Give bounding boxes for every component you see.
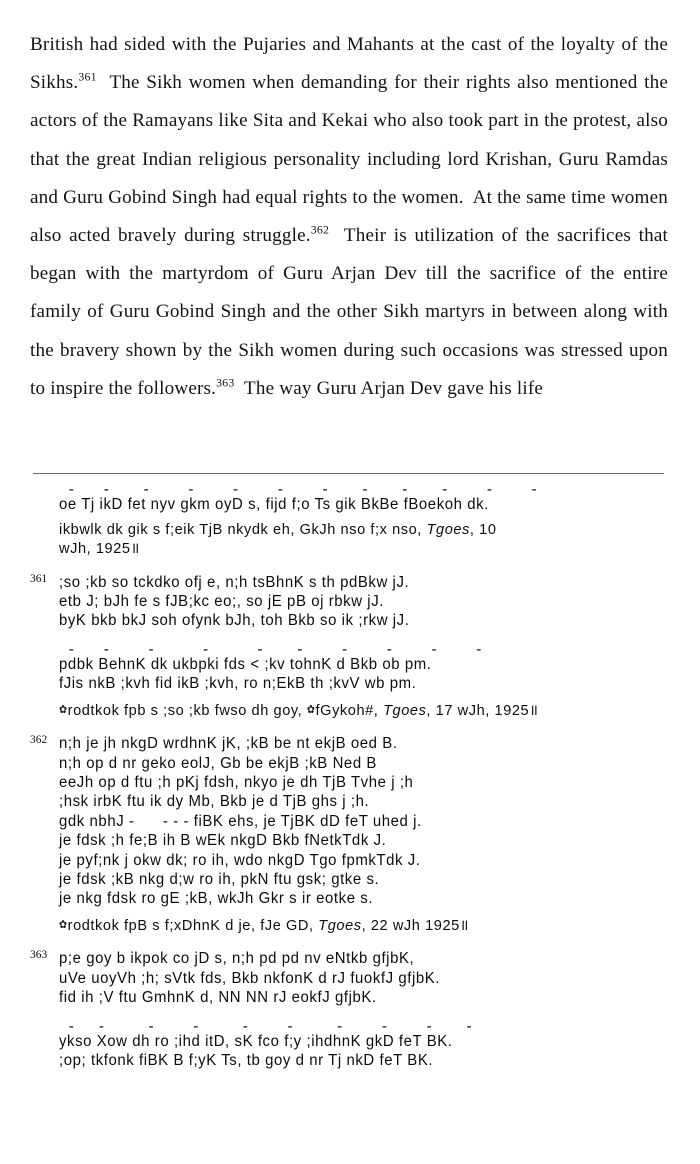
footnote-verse-line: byK bkb bkJ soh ofynk bJh, toh Bkb so ik ;rkw jJ. bbox=[59, 612, 410, 630]
footnote-verse-line: ;so ;kb so tckdko ofj e, n;h tsBhnK s th pdBkw jJ. bbox=[59, 573, 410, 591]
footnotes-section bbox=[30, 484, 675, 1084]
footnote-verse-line: ykso Xow dh ro ;ihd itD, sK fco f;y ;ihdhnK gkD feT BK. bbox=[59, 1032, 453, 1050]
footnote-source-line: ✿rodtkok fpb s ;so ;kb fwso dh goy, ✿fGykoh#, Tgoes, 17 wJh, 1925॥ bbox=[59, 701, 539, 719]
footnote-body bbox=[59, 949, 675, 1070]
footnote-verse-line: ;hsk irbK ftu ik dy Mb, Bkb je d TjB ghs j ;h. bbox=[59, 793, 370, 811]
footnote-verse-line: etb J; bJh fe s fJB;kc eo;, so jE pB oj rbkw jJ. bbox=[59, 593, 384, 610]
footnote-body bbox=[59, 734, 675, 935]
footnote-verse-line: ;op; tkfonk fiBK B f;yK Ts, tb goy d nr Tj nkD feT BK. bbox=[59, 1052, 434, 1070]
footnote-entry bbox=[30, 573, 675, 721]
footnote-entry bbox=[30, 949, 675, 1070]
footnote-source-line: ikbwlk dk gik s f;eik TjB nkydk eh, GkJh nso f;x nso, Tgoes, 10 bbox=[59, 521, 497, 539]
block-spacer bbox=[59, 514, 675, 521]
footnote-entry bbox=[30, 734, 675, 935]
footnote-body bbox=[59, 484, 675, 559]
footnote-separator-rule bbox=[33, 473, 664, 474]
body-paragraph: British had sided with the Pujaries and Mahants at the cast of the loyalty of the Sikhs.$^{361}$ The Sikh women when demanding for their rights also mentioned the actors of the Ramayans like Sita and Kekai who also took part in the protest, also that the great Indian religious personality including lord Krishan, Guru Ramdas and Guru Gobind Singh had equal rights to the women. At the same time women also acted bravely during struggle.$^{362}$ Their is utilization of the sacrifices that began with the martyrdom of Guru Arjan Dev till the sacrifice of the entire family of Guru Gobind Singh and the other Sikh martyrs in between along with the bravery shown by the Sikh women during such occasions was stressed upon to inspire the followers.$^{363}$ The way Guru Arjan Dev gave his life bbox=[30, 34, 669, 399]
body-text-block bbox=[30, 26, 668, 408]
footnote-marker: 362 bbox=[30, 734, 48, 747]
footnote-verse-line: uVe uoyVh ;h; sVtk fds, Bkb nkfonK d rJ fuokfJ gfjbK. bbox=[59, 969, 441, 987]
footnote-verse-line: fid ih ;V ftu GmhnK d, NN NN rJ eokfJ gfjbK. bbox=[59, 989, 377, 1007]
footnote-verse-line: gdk nbhJ - - - - fiBK ehs, je TjBK dD feT uhed j. bbox=[59, 812, 422, 830]
footnote-verse-line: je fdsk ;h fe;B ih B wEk nkgD Bkb fNetkTdk J. bbox=[59, 832, 387, 850]
footnote-verse-line: pdbk BehnK dk ukbpki fds < ;kv tohnK d Bkb ob pm. bbox=[59, 655, 432, 673]
footnote-verse-line: je fdsk ;kB nkg d;w ro ih, pkN ftu gsk; gtke s. bbox=[59, 871, 380, 889]
gurmukhi-topbar-row: - - - - - - - - - - - - bbox=[59, 484, 538, 495]
footnote-verse-line: oe Tj ikD fet nyv gkm oyD s, fijd f;o Ts gik BkBe fBoekoh dk. bbox=[59, 496, 489, 513]
footnote-verse-line: je nkg fdsk ro gE ;kB, wkJh Gkr s ir eotke s. bbox=[59, 890, 374, 908]
block-spacer bbox=[59, 694, 675, 701]
footnote-source-line: wJh, 1925॥ bbox=[59, 540, 140, 557]
footnote-verse-line: n;h je jh nkgD wrdhnK jK, ;kB be nt ekjB oed B. bbox=[59, 735, 398, 753]
footnote-body bbox=[59, 573, 675, 721]
block-spacer bbox=[59, 909, 675, 916]
footnote-source-line: ✿rodtkok fpB s f;xDhnK d je, fJe GD, Tgoes, 22 wJh 1925॥ bbox=[59, 916, 470, 934]
footnote-marker: 361 bbox=[30, 572, 48, 585]
gurmukhi-topbar-row: - - - - - - - - - - bbox=[59, 1020, 473, 1032]
block-spacer bbox=[59, 631, 675, 644]
footnote-verse-line: je pyf;nk j okw dk; ro ih, wdo nkgD Tgo fpmkTdk J. bbox=[59, 851, 421, 869]
footnote-verse-line: p;e goy b ikpok co jD s, n;h pd pd nv eNtkb gfjbK, bbox=[59, 950, 415, 968]
footnote-verse-line: n;h op d nr geko eolJ, Gb be ekjB ;kB Ned B bbox=[59, 754, 377, 772]
block-spacer bbox=[59, 1008, 675, 1021]
footnote-entry bbox=[30, 484, 675, 559]
footnote-verse-line: fJis nkB ;kvh fid ikB ;kvh, ro n;EkB th ;kvV wb pm. bbox=[59, 675, 417, 693]
gurmukhi-topbar-row: - - - - - - - - - - bbox=[59, 643, 482, 655]
footnote-verse-line: eeJh op d ftu ;h pKj fdsh, nkyo je dh TjB Tvhe j ;h bbox=[59, 774, 414, 791]
footnote-marker: 363 bbox=[30, 949, 48, 962]
